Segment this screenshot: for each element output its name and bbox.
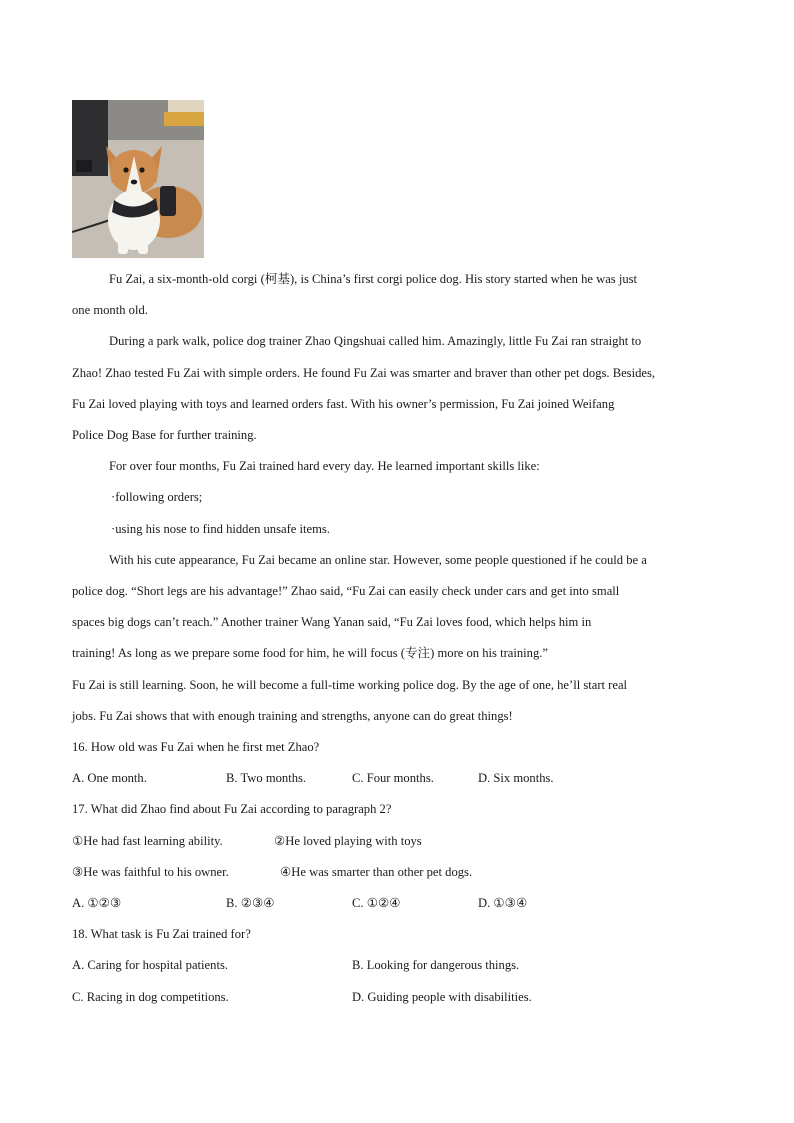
article-line: Fu Zai, a six-month-old corgi (柯基), is China’s first corgi police dog. His story started when he was just [109, 272, 638, 286]
article-bullet: ·following orders; [111, 490, 203, 504]
question-16-stem: 16. How old was Fu Zai when he first met Zhao? [72, 740, 320, 754]
corgi-photo [72, 100, 204, 258]
q16-option-b[interactable]: B. Two months. [226, 771, 307, 785]
article-line: With his cute appearance, Fu Zai became an online star. However, some people questioned if he could be a [109, 553, 647, 567]
q18-option-d[interactable]: D. Guiding people with disabilities. [352, 990, 532, 1004]
article-line: Fu Zai is still learning. Soon, he will become a full-time working police dog. By the age of one, he’ll start real [72, 678, 628, 692]
q18-option-c[interactable]: C. Racing in dog competitions. [72, 990, 229, 1004]
q17-option-a[interactable]: A. ①②③ [72, 896, 122, 910]
q17-statement-3: ③He was faithful to his owner. [72, 865, 229, 879]
article-bullet: ·using his nose to find hidden unsafe items. [111, 522, 330, 536]
question-18-stem: 18. What task is Fu Zai trained for? [72, 927, 251, 941]
q17-statement-2: ②He loved playing with toys [274, 834, 422, 848]
question-17-stem: 17. What did Zhao find about Fu Zai according to paragraph 2? [72, 802, 392, 816]
q17-option-d[interactable]: D. ①③④ [478, 896, 528, 910]
article-line: During a park walk, police dog trainer Zhao Qingshuai called him. Amazingly, little Fu Zai ran straight to [109, 334, 642, 348]
q16-option-d[interactable]: D. Six months. [478, 771, 554, 785]
article-line: jobs. Fu Zai shows that with enough training and strengths, anyone can do great things! [72, 709, 513, 723]
article-line: Fu Zai loved playing with toys and learned orders fast. With his owner’s permission, Fu Zai joined Weifang [72, 397, 615, 411]
article-line: police dog. “Short legs are his advantage!” Zhao said, “Fu Zai can easily check under cars and get into small [72, 584, 620, 598]
q17-statement-4: ④He was smarter than other pet dogs. [280, 865, 473, 879]
q18-option-b[interactable]: B. Looking for dangerous things. [352, 958, 520, 972]
article-line: Police Dog Base for further training. [72, 428, 257, 442]
article-line: one month old. [72, 303, 148, 317]
q18-option-a[interactable]: A. Caring for hospital patients. [72, 958, 228, 972]
q17-option-b[interactable]: B. ②③④ [226, 896, 275, 910]
article-line: training! As long as we prepare some food for him, he will focus (专注) more on his training.” [72, 646, 549, 660]
article-line: For over four months, Fu Zai trained hard every day. He learned important skills like: [109, 459, 540, 473]
article-line: spaces big dogs can’t reach.” Another trainer Wang Yanan said, “Fu Zai loves food, which helps him in [72, 615, 592, 629]
q17-option-c[interactable]: C. ①②④ [352, 896, 401, 910]
q16-option-a[interactable]: A. One month. [72, 771, 147, 785]
article-line: Zhao! Zhao tested Fu Zai with simple orders. He found Fu Zai was smarter and braver than other pet dogs. Besides, [72, 366, 656, 380]
q16-option-c[interactable]: C. Four months. [352, 771, 434, 785]
q17-statement-1: ①He had fast learning ability. [72, 834, 223, 848]
